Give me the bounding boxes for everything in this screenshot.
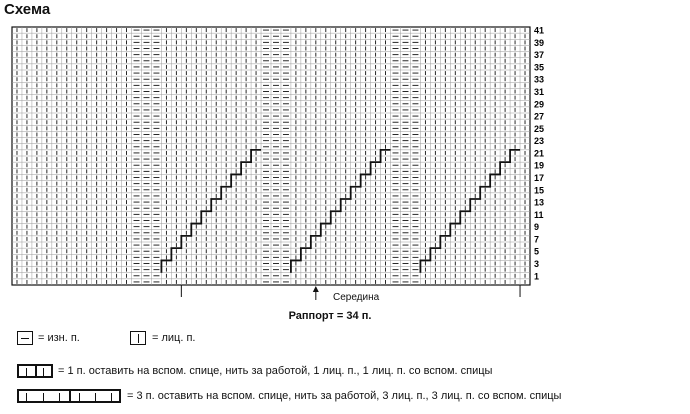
row-number: 33 [534, 74, 545, 85]
legend-row-cross1 [0, 364, 690, 380]
row-number: 41 [534, 25, 545, 36]
row-number: 29 [534, 99, 545, 110]
legend-row-cross3 [0, 389, 690, 405]
middle-label: Середина [333, 292, 380, 303]
legend-cross3-text: = 3 п. оставить на вспом. спице, нить за работой, 3 лиц. п., 3 лиц. п. со вспом. спицы [127, 390, 562, 402]
row-number: 15 [534, 185, 545, 196]
row-number: 39 [534, 37, 545, 48]
row-number: 1 [534, 271, 540, 282]
row-number: 31 [534, 87, 545, 97]
repeat-label: Раппорт = 34 п. [288, 310, 372, 322]
cross1-symbol-icon [17, 364, 53, 378]
cross3-symbol-icon [17, 389, 121, 403]
purl-symbol-icon [17, 331, 33, 345]
row-number: 21 [534, 148, 545, 159]
row-number: 13 [534, 197, 545, 208]
legend-purl-text: = изн. п. [38, 332, 80, 344]
row-number: 9 [534, 222, 540, 233]
row-number: 25 [534, 123, 545, 134]
row-number: 11 [534, 209, 544, 220]
row-number: 23 [534, 136, 545, 147]
knit-symbol-icon [130, 331, 146, 345]
row-number: 27 [534, 111, 545, 122]
row-number: 37 [534, 50, 545, 61]
row-number: 19 [534, 160, 545, 171]
row-number: 35 [534, 62, 545, 73]
row-number: 7 [534, 234, 540, 245]
middle-arrowhead-icon [313, 286, 319, 292]
legend-cross1-text: = 1 п. оставить на вспом. спице, нить за работой, 1 лиц. п., 1 лиц. п. со вспом. спицы [58, 365, 493, 377]
page-title: Схема [4, 1, 51, 18]
row-number: 3 [534, 259, 540, 269]
legend-knit-text: = лиц. п. [152, 332, 196, 344]
row-number: 5 [534, 246, 540, 257]
row-number: 17 [534, 173, 545, 183]
legend-row-basic [0, 331, 300, 347]
